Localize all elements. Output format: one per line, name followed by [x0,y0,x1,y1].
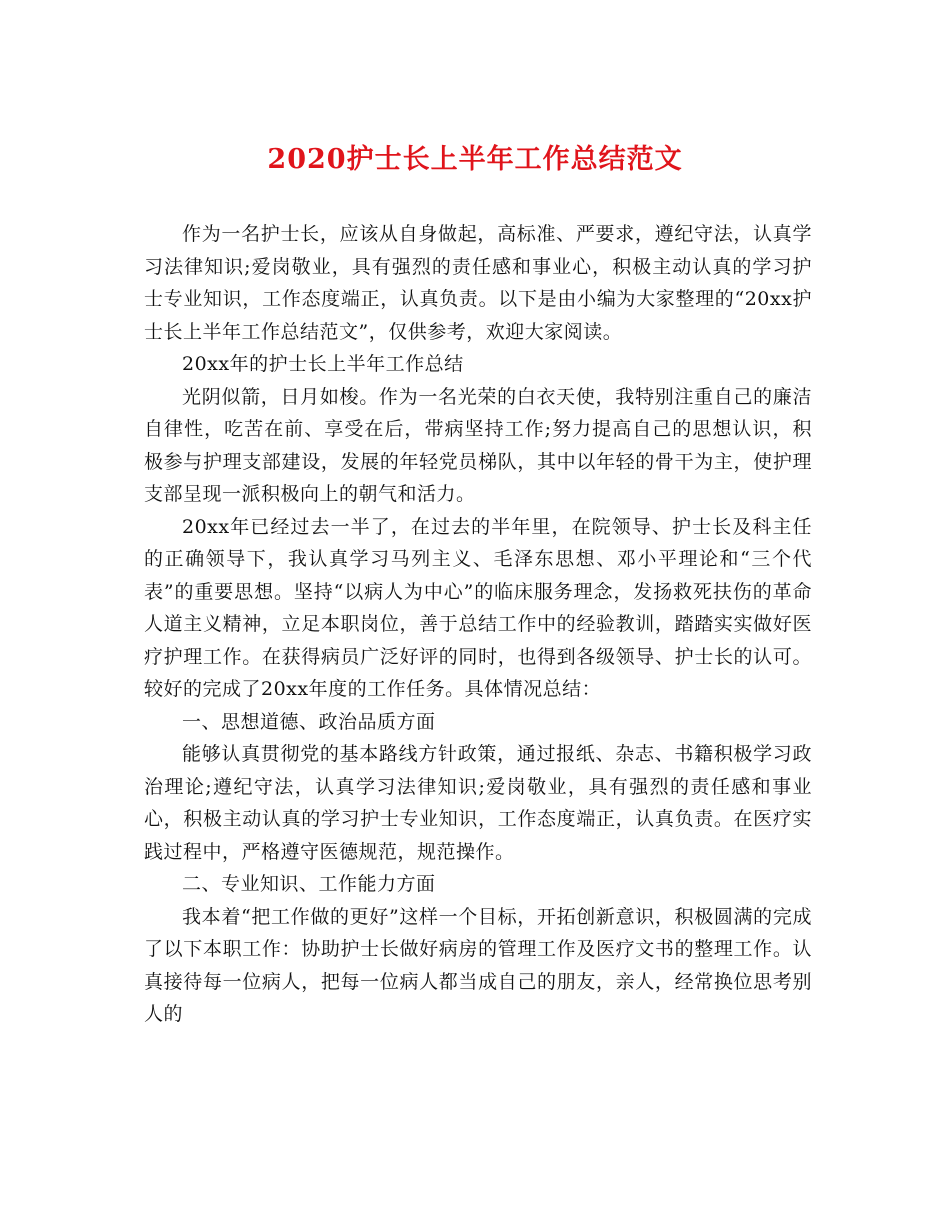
section-heading-ethics: 一、思想道德、政治品质方面 [182,710,436,733]
paragraph-self-discipline: 光阴似箭，日月如梭。作为一名光荣的白衣天使，我特别注重自己的廉洁自律性，吃苦在前、享受在后，带病坚持工作;努力提高自己的思想认识，积极参与护理支部建设，发展的年轻党员梯队，其中以年轻的骨干为主，使护理支部呈现一派积极向上的朝气和活力。 [144,385,812,505]
section-heading-skills: 二、专业知识、工作能力方面 [182,873,436,895]
paragraph-ethics: 能够认真贯彻党的基本路线方针政策，通过报纸、杂志、书籍积极学习政治理论;遵纪守法，认真学习法律知识;爱岗敬业，具有强烈的责任感和事业心，积极主动认真的学习护士专业知识，工作态度端正，认真负责。在医疗实践过程中，严格遵守医德规范，规范操作。 [144,743,812,863]
paragraph-heading-summary: 20xx年的护士长上半年工作总结 [182,353,464,375]
paragraph-skills: 我本着“把工作做的更好”这样一个目标，开拓创新意识，积极圆满的完成了以下本职工作：协助护士长做好病房的管理工作及医疗文书的整理工作。认真接待每一位病人，把每一位病人都当成自己的朋友，亲人，经常换位思考别人的 [144,905,812,1025]
document-body [144,218,812,1031]
document-title: 2020护士长上半年工作总结范文 [267,144,683,175]
paragraph-intro: 作为一名护士长，应该从自身做起，高标准、严要求，遵纪守法，认真学习法律知识;爱岗敬业，具有强烈的责任感和事业心，积极主动认真的学习护士专业知识，工作态度端正，认真负责。以下是由小编为大家整理的“20xx护士长上半年工作总结范文”，仅供参考，欢迎大家阅读。 [144,223,812,343]
paragraph-half-year: 20xx年已经过去一半了，在过去的半年里，在院领导、护士长及科主任的正确领导下，我认真学习马列主义、毛泽东思想、邓小平理论和“三个代表”的重要思想。坚持“以病人为中心”的临床服务理念，发扬救死扶伤的革命人道主义精神，立足本职岗位，善于总结工作中的经验教训，踏踏实实做好医疗护理工作。在获得病员广泛好评的同时，也得到各级领导、护士长的认可。较好的完成了20xx年度的工作任务。具体情况总结： [144,515,812,700]
